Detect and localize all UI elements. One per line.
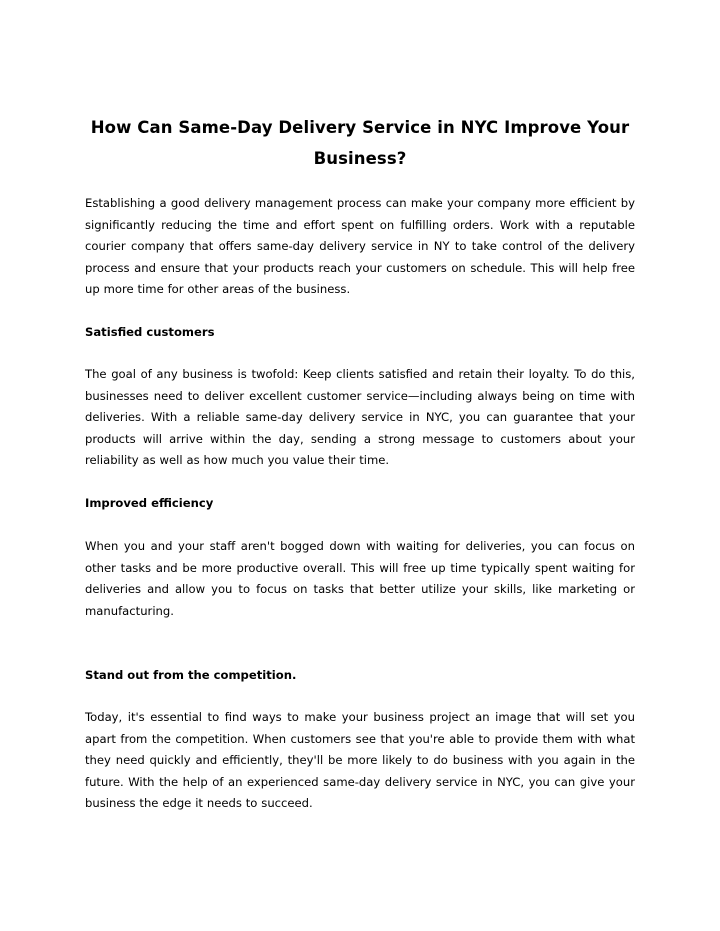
- section-heading-stand-out: Stand out from the competition.: [85, 668, 297, 682]
- intro-paragraph: Establishing a good delivery management process can make your company more efficient by significantly reducing the time and effort spent on fulfilling orders. Work with a reputable courier company that offers same-day delivery service in NY to take control of the delivery process and ensure that your products reach your customers on schedule. This will help free up more time for other areas of the business.: [85, 196, 635, 296]
- section-body-satisfied-customers: The goal of any business is twofold: Keep clients satisfied and retain their loyalty. To do this, businesses need to deliver excellent customer service—including always being on time with deliveries. With a reliable same-day delivery service in NYC, you can guarantee that your products will arrive within the day, sending a strong message to customers about your reliability as well as how much you value their time.: [85, 367, 635, 467]
- section-heading-improved-efficiency: Improved efficiency: [85, 496, 214, 510]
- section-body-stand-out: Today, it's essential to find ways to make your business project an image that will set you apart from the competition. When customers see that you're able to provide them with what they need quickly and efficiently, they'll be more likely to do business with you again in the future. With the help of an experienced same-day delivery service in NYC, you can give your business the edge it needs to succeed.: [85, 710, 635, 810]
- document-title: How Can Same-Day Delivery Service in NYC Improve Your Business?: [90, 118, 630, 168]
- section-heading-satisfied-customers: Satisfied customers: [85, 325, 215, 339]
- section-body-improved-efficiency: When you and your staff aren't bogged down with waiting for deliveries, you can focus on other tasks and be more productive overall. This will free up time typically spent waiting for deliveries and allow you to focus on tasks that better utilize your skills, like marketing or manufacturing.: [85, 539, 635, 618]
